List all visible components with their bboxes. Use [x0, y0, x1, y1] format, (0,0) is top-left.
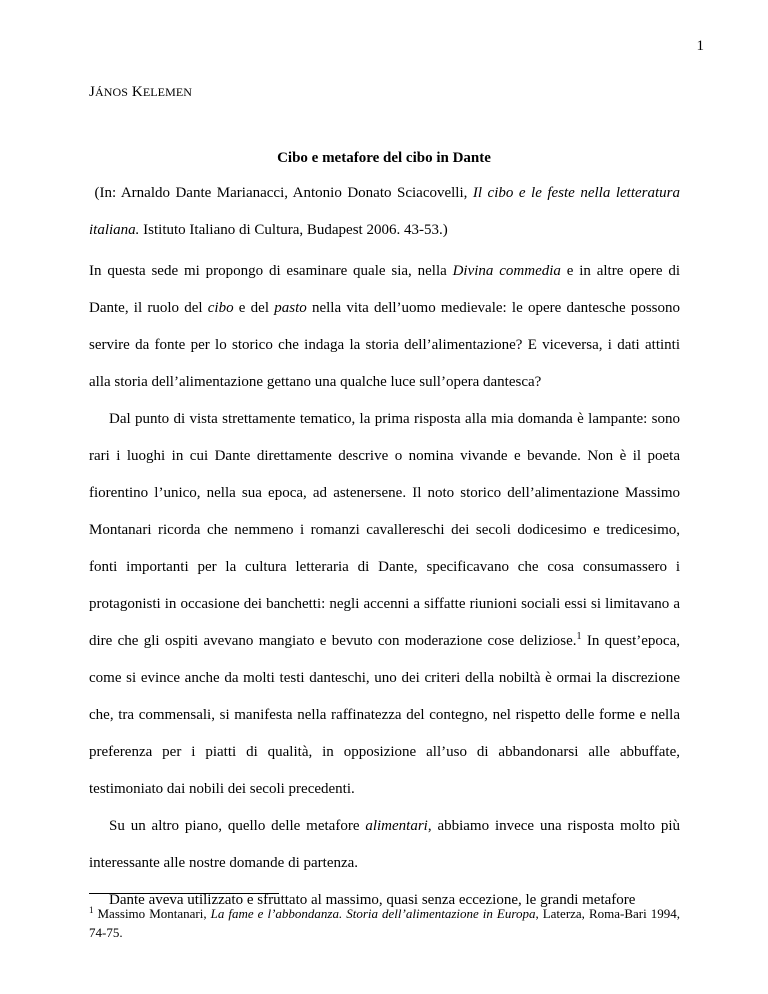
footnote-reference-mark[interactable]: 1	[576, 631, 582, 642]
author-smallcaps-2: ELEMEN	[142, 85, 193, 99]
footnote	[89, 904, 680, 942]
reference-text-after: Istituto Italiano di Cultura, Budapest 2006. 43-53.)	[139, 222, 448, 238]
paragraph-1-text-a: In questa sede mi propongo di esaminare quale sia, nella	[89, 263, 453, 279]
paragraph-4: Dante aveva utilizzato e sfruttato al massimo, quasi senza eccezione, le grandi metafore	[109, 892, 636, 908]
main-text	[89, 253, 680, 919]
author-smallcaps-1: ÁNOS	[94, 85, 129, 99]
footnote-text-before: Massimo Montanari,	[97, 906, 211, 921]
author-initial-2: K	[131, 84, 143, 100]
footnote-number: 1	[89, 904, 94, 915]
reference-book-title: Il cibo e le feste nella letteratura italiana.	[89, 185, 680, 238]
author-name	[89, 84, 192, 101]
paragraph-2-text-a: Dal punto di vista strettamente tematico, la prima risposta alla mia domanda è lampante: sono rari i luoghi in cui Dante direttamente descrive o nomina vivande e bevande. Non è il poeta fiorentino l’unico, nella sua epoca, ad astenersene. Il noto storico dell’alimentazione Massimo Montanari ricorda che nemmeno i romanzi cavallereschi dei secoli dodicesimo e tredicesimo, fonti importanti per la cultura letteraria di Dante, specificavano che cosa consumassero i protagonisti in occasione dei banchetti: negli accenni a siffatte riunioni sociali essi si limitavano a dire che gli ospiti avevano mangiato e bevuto con moderazione cose deliziose.	[89, 411, 680, 649]
paragraph-3	[89, 808, 680, 882]
footnote-text-after: , Laterza, Roma-Bari 1994, 74-75.	[89, 906, 680, 940]
work-title-divina-commedia: Divina commedia	[452, 263, 561, 279]
term-cibo: cibo	[207, 300, 234, 316]
paragraph-1-text-d: nella vita dell’uomo medievale: le opere dantesche possono servire da fonte per lo storico che indaga la storia dell’alimentazione? E viceversa, i dati attinti alla storia dell’alimentazione gettano una qualche luce sull’opera dantesca?	[89, 300, 681, 390]
paragraph-3-text-a: Su un altro piano, quello delle metafore	[109, 818, 366, 834]
paragraph-1	[89, 253, 680, 401]
paragraph-1-text-c: e del	[233, 300, 275, 316]
term-pasto: pasto	[274, 300, 307, 316]
paragraph-2	[89, 401, 680, 808]
footnote-book-title: La fame e l’abbondanza. Storia dell’alimentazione in Europa	[210, 906, 536, 921]
footnote-separator	[89, 893, 279, 894]
paragraph-1-text-b: e in altre opere di Dante, il ruolo del	[89, 263, 680, 316]
author-initial-1: J	[89, 84, 95, 100]
document-title: Cibo e metafore del cibo in Dante	[277, 150, 491, 166]
paragraph-2-text-b: In quest’epoca, come si evince anche da molti testi danteschi, uno dei criteri della nobiltà è ormai la discrezione che, tra commensali, si manifesta nella raffinatezza del contegno, nel rispetto delle forme e nella preferenza per i piatti di qualità, in opposizione all’uso di abbandonarsi alle abbuffate, testimoniato dai nobili dei secoli precedenti.	[89, 633, 680, 797]
reference-text-before: (In: Arnaldo Dante Marianacci, Antonio Donato Sciacovelli,	[94, 185, 473, 201]
term-alimentari: alimentari	[365, 818, 428, 834]
page-number: 1	[696, 38, 704, 54]
paragraph-3-text-b: , abbiamo invece una risposta molto più interessante alle nostre domande di partenza.	[89, 818, 681, 871]
bibliographic-reference	[89, 175, 680, 249]
